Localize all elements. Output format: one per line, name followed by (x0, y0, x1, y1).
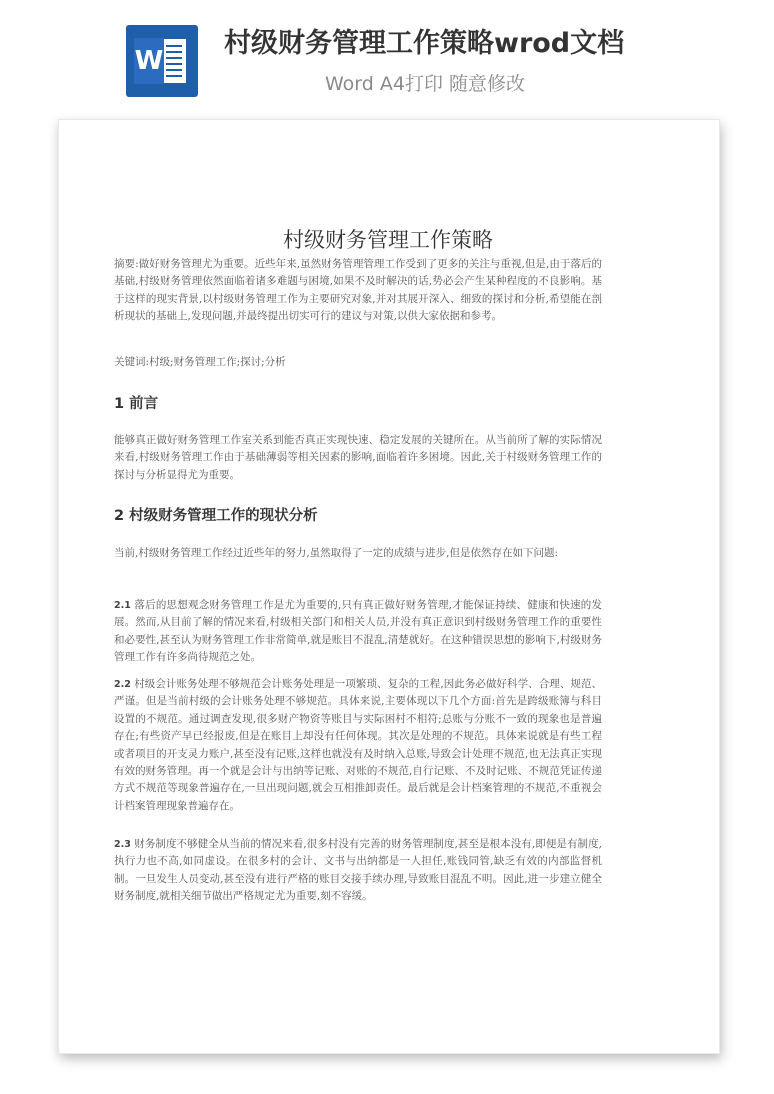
item-2-1-block (114, 597, 602, 667)
item-2-3-number: 2.3 (114, 839, 131, 850)
item-2-2-block (114, 676, 602, 815)
site-header (0, 0, 774, 118)
document-title: 村级财务管理工作策略 (283, 228, 493, 252)
item-2-3-block (114, 836, 602, 906)
page-title: 村级财务管理工作策略wrod文档 (224, 28, 625, 59)
item-2-2-number: 2.2 (114, 679, 131, 690)
section-2-heading-block (114, 505, 602, 527)
item-2-2 (114, 676, 602, 815)
page-subtitle: Word A4打印 随意修改 (325, 73, 526, 95)
word-letter: W (134, 38, 164, 84)
abstract-block (114, 256, 602, 326)
document-lines-graphic (162, 39, 186, 83)
keywords-block (114, 354, 602, 371)
item-2-1 (114, 597, 602, 667)
keywords-text: 关键词:村级;财务管理工作;探讨;分析 (114, 356, 286, 368)
word-document-icon (126, 25, 198, 97)
section-1-body-block (114, 432, 602, 484)
item-2-1-number: 2.1 (114, 600, 131, 611)
abstract-text: 摘要:做好财务管理尤为重要。近些年来,虽然财务管理管理工作受到了更多的关注与重视,但是,由于落后的基础,村级财务管理依然面临着诸多难题与困境,如果不及时解决的话,势必会产生某种程度的不良影响。基于这样的现实背景,以村级财务管理工作为主要研究对象,并对其展开深入、细致的探讨和分析,希望能在剖析现状的基础上,发现问题,并最终提出切实可行的建议与对策,以供大家依据和参考。 (114, 258, 602, 323)
section-2-heading: 2 村级财务管理工作的现状分析 (114, 508, 318, 524)
section-2-intro: 当前,村级财务管理工作经过近些年的努力,虽然取得了一定的成绩与进步,但是依然存在如下问题: (114, 547, 559, 559)
section-1-body: 能够真正做好财务管理工作室关系到能否真正实现快速、稳定发展的关键所在。从当前所了解的实际情况来看,村级财务管理工作由于基础薄弱等相关因素的影响,面临着许多困境。因此,关于村级财务管理工作的探讨与分析显得尤为重要。 (114, 434, 602, 481)
section-2-intro-block (114, 545, 602, 562)
item-2-3-text: 财务制度不够健全从当前的情况来看,很多村没有完善的财务管理制度,甚至是根本没有,即便是有制度,执行力也不高,如同虚设。在很多村的会计、文书与出纳都是一人担任,账钱同管,缺乏有效的内部监督机制。一旦发生人员变动,甚至没有进行严格的账目交接手续办理,导致账目混乱不明。因此,进一步建立健全财务制度,就相关细节做出严格规定尤为重要,刻不容缓。 (114, 838, 602, 903)
item-2-2-text: 村级会计账务处理不够规范会计账务处理是一项繁琐、复杂的工程,因此务必做好科学、合理、规范、严谨。但是当前村级的会计账务处理不够规范。具体来说,主要体现以下几个方面:首先是跨级账簿与科目设置的不规范。通过调查发现,很多财产物资等账目与实际困村不相符;总账与分账不一致的现象也是普遍存在;有些资产早已经报废,但是在账目上却没有任何体现。其次是处理的不规范。具体来说就是有些工程或者项目的开支灵力账户,甚至没有记账,这样也就没有及时纳入总账,导致会计处理不规范,也无法真正实现有效的财务管理。再一个就是会计与出纳等记账、对账的不规范,自行记账、不及时记账、不规范凭证传递方式不规范等现象普遍存在,一旦出现问题,就会互相推卸责任。最后就是会计档案管理的不规范,不重视会计档案管理现象普遍存在。 (114, 678, 602, 812)
item-2-3 (114, 836, 602, 906)
section-1-heading-block (114, 393, 602, 415)
section-1-heading: 1 前言 (114, 396, 159, 412)
item-2-1-text: 落后的思想观念财务管理工作是尤为重要的,只有真正做好财务管理,才能保证持续、健康和快速的发展。然而,从目前了解的情况来看,村级相关部门和相关人员,并没有真正意识到村级财务管理工作的重要性和必要性,甚至认为财务管理工作非常简单,就是账目不混乱,清楚就好。在这种错误思想的影响下,村级财务管理工作有许多尚待规范之处。 (114, 599, 602, 664)
